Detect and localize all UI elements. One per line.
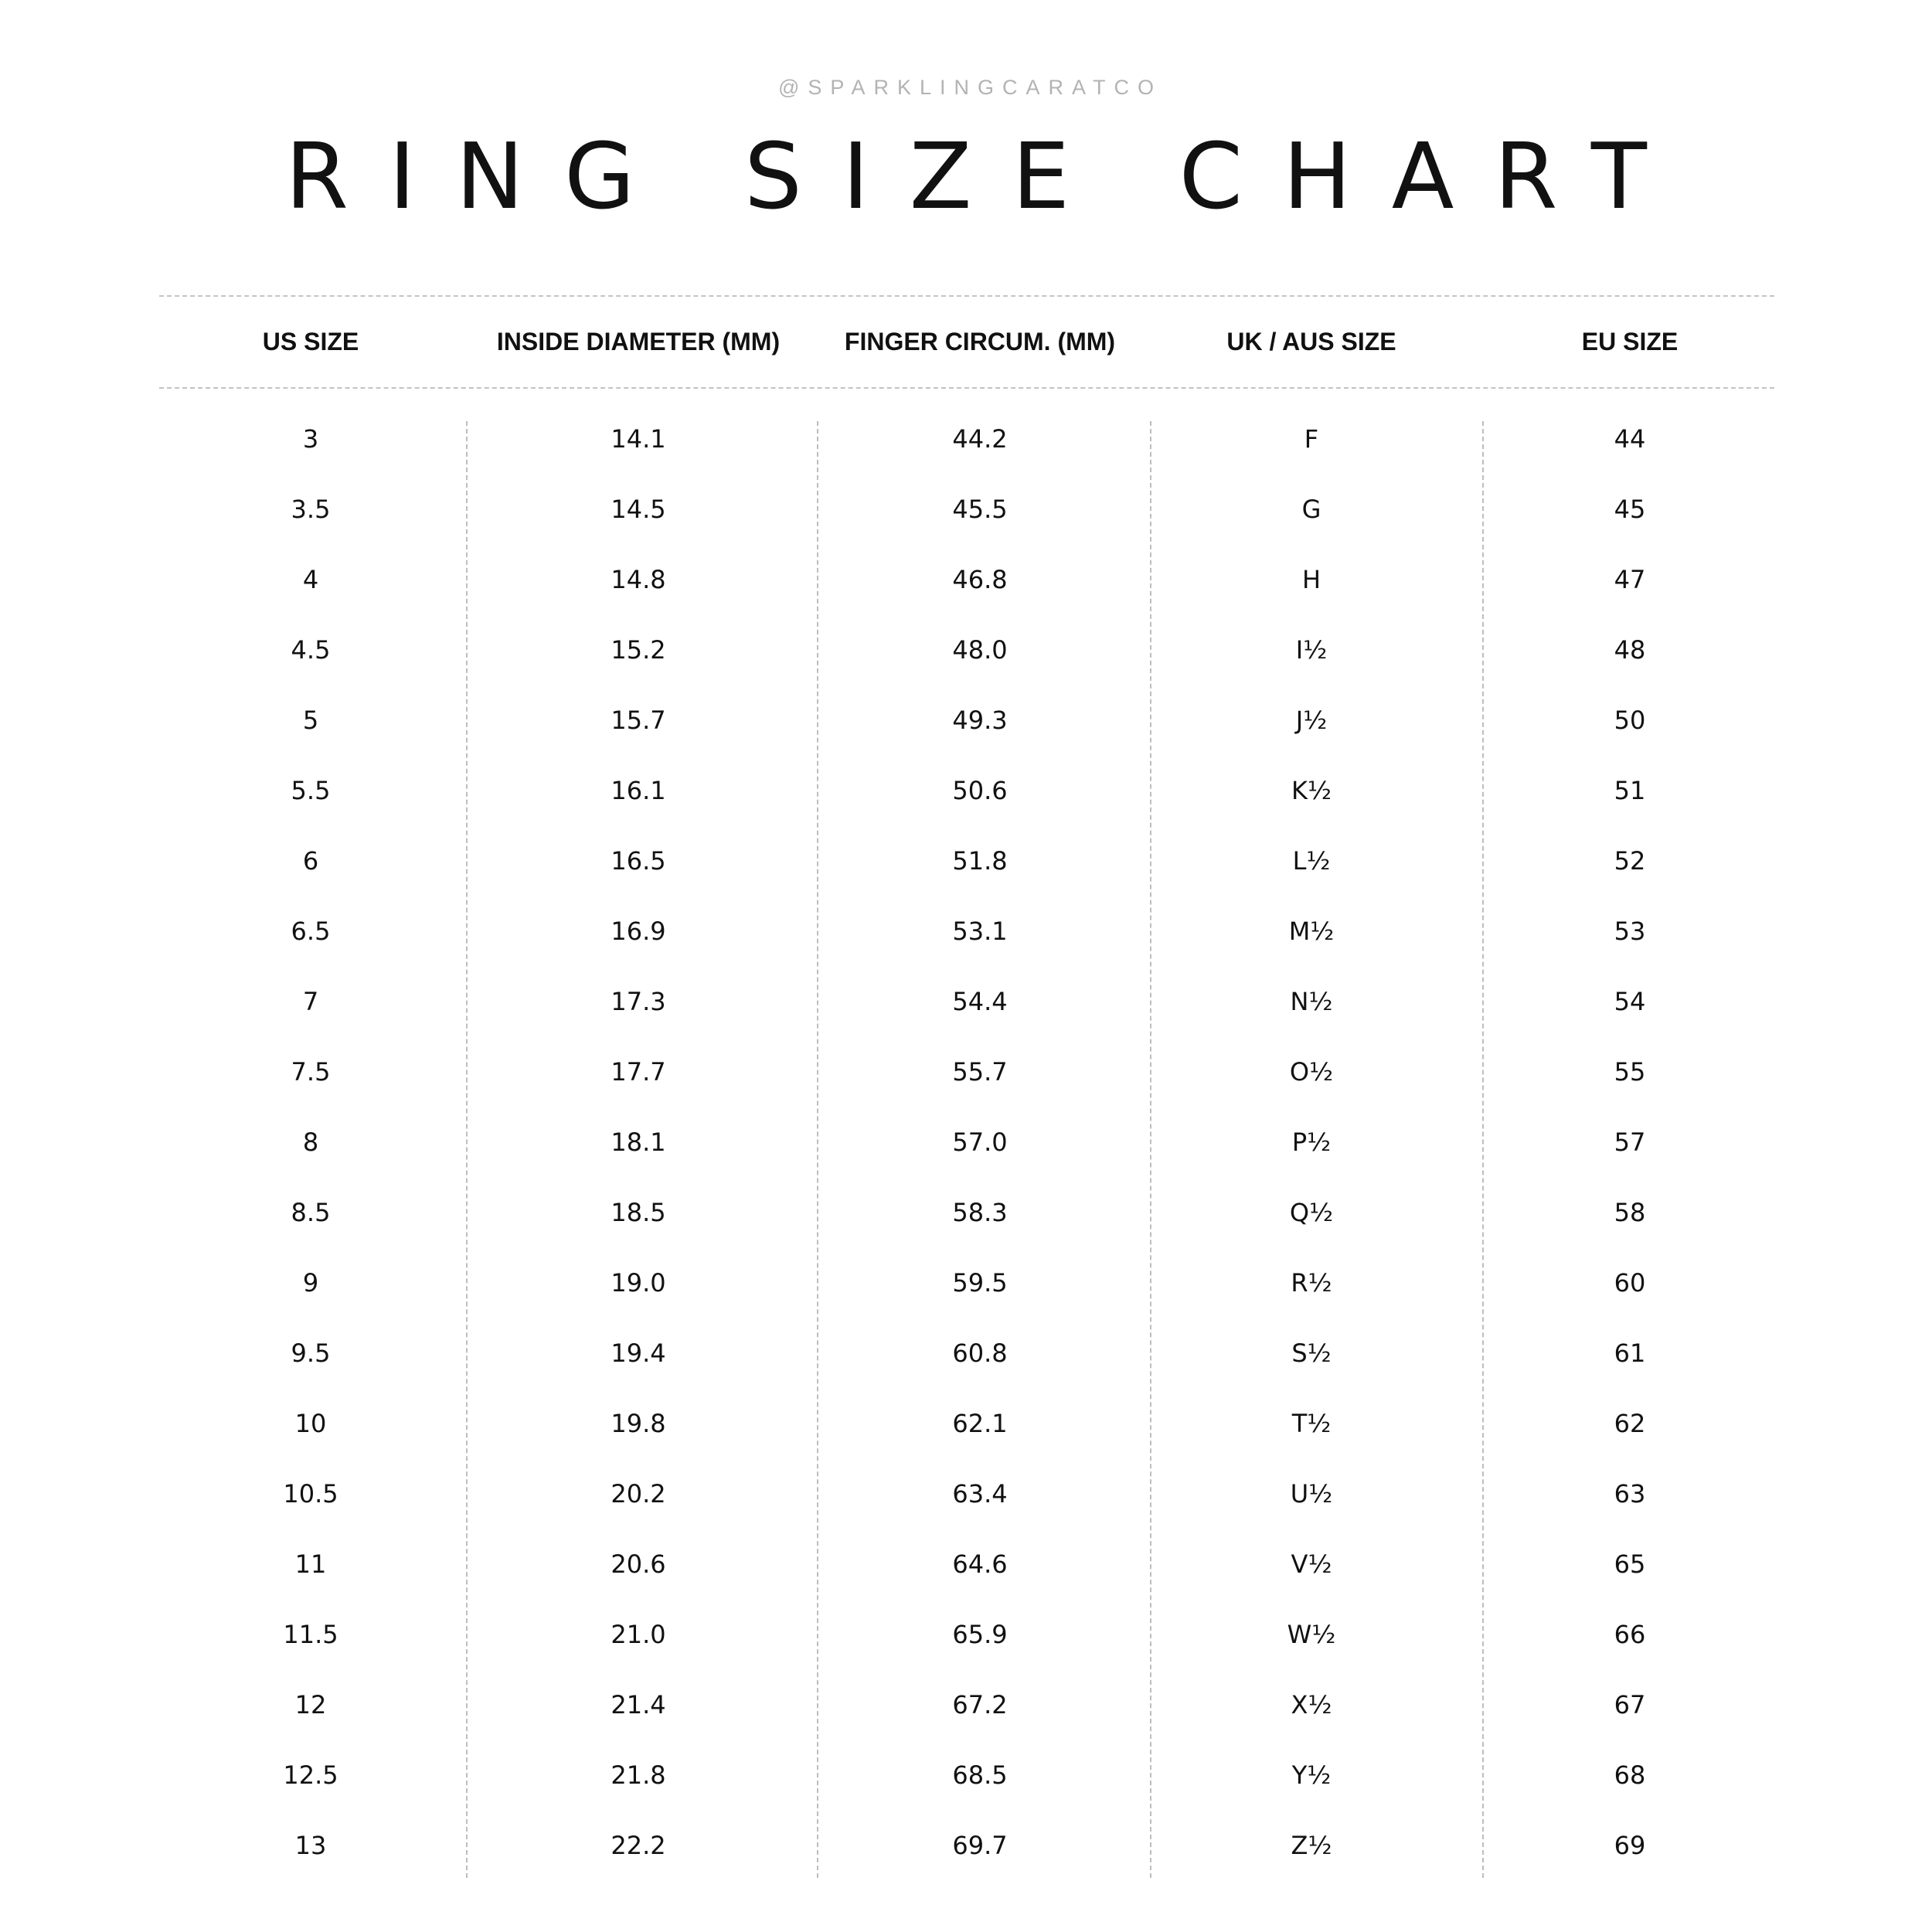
table-row (0, 826, 1932, 896)
cell-finger-circumference: 59.5 (952, 1268, 1008, 1298)
cell-uk-aus-size: G (1301, 495, 1321, 524)
cell-finger-circumference: 57.0 (952, 1128, 1008, 1157)
cell-finger-circumference: 58.3 (952, 1198, 1008, 1227)
table-row (0, 1178, 1932, 1248)
cell-inside-diameter: 17.3 (611, 987, 666, 1016)
cell-eu-size: 55 (1614, 1057, 1646, 1087)
table-row (0, 1740, 1932, 1811)
cell-eu-size: 57 (1614, 1128, 1646, 1157)
cell-finger-circumference: 54.4 (952, 987, 1008, 1016)
table-row (0, 896, 1932, 967)
cell-inside-diameter: 19.8 (611, 1409, 666, 1438)
cell-uk-aus-size: F (1304, 424, 1319, 454)
cell-eu-size: 58 (1614, 1198, 1646, 1227)
header-finger-circumference: FINGER CIRCUM. (MM) (844, 328, 1116, 355)
cell-us-size: 5 (302, 706, 319, 735)
cell-us-size: 8.5 (291, 1198, 331, 1227)
cell-finger-circumference: 68.5 (952, 1760, 1008, 1790)
table-row (0, 474, 1932, 545)
cell-inside-diameter: 21.4 (611, 1690, 666, 1719)
cell-us-size: 7.5 (291, 1057, 331, 1087)
cell-uk-aus-size: O½ (1289, 1057, 1334, 1087)
cell-us-size: 12.5 (283, 1760, 338, 1790)
table-body (0, 404, 1932, 1881)
cell-uk-aus-size: R½ (1291, 1268, 1332, 1298)
cell-finger-circumference: 45.5 (952, 495, 1008, 524)
cell-uk-aus-size: N½ (1290, 987, 1333, 1016)
cell-us-size: 6.5 (291, 917, 331, 946)
cell-eu-size: 69 (1614, 1831, 1646, 1860)
cell-inside-diameter: 17.7 (611, 1057, 666, 1087)
cell-uk-aus-size: S½ (1291, 1338, 1332, 1368)
cell-eu-size: 66 (1614, 1620, 1646, 1649)
cell-eu-size: 47 (1614, 565, 1646, 594)
cell-finger-circumference: 53.1 (952, 917, 1008, 946)
table-row (0, 1600, 1932, 1670)
page-title: RING SIZE CHART (285, 123, 1687, 230)
cell-finger-circumference: 60.8 (952, 1338, 1008, 1368)
cell-finger-circumference: 48.0 (952, 635, 1008, 665)
brand-handle: @SPARKLINGCARATCO (778, 76, 1162, 99)
cell-uk-aus-size: Q½ (1289, 1198, 1334, 1227)
cell-finger-circumference: 69.7 (952, 1831, 1008, 1860)
table-row (0, 967, 1932, 1037)
table-row (0, 685, 1932, 756)
cell-eu-size: 62 (1614, 1409, 1646, 1438)
cell-inside-diameter: 15.7 (611, 706, 666, 735)
table-row (0, 1529, 1932, 1600)
cell-us-size: 10 (294, 1409, 327, 1438)
cell-uk-aus-size: U½ (1290, 1479, 1333, 1509)
table-row (0, 545, 1932, 615)
cell-us-size: 3 (302, 424, 319, 454)
cell-eu-size: 54 (1614, 987, 1646, 1016)
cell-us-size: 11.5 (283, 1620, 338, 1649)
cell-uk-aus-size: W½ (1287, 1620, 1336, 1649)
cell-finger-circumference: 67.2 (952, 1690, 1008, 1719)
cell-us-size: 8 (302, 1128, 319, 1157)
cell-inside-diameter: 19.4 (611, 1338, 666, 1368)
cell-finger-circumference: 46.8 (952, 565, 1008, 594)
cell-inside-diameter: 18.5 (611, 1198, 666, 1227)
cell-uk-aus-size: L½ (1292, 846, 1331, 876)
table-row (0, 1107, 1932, 1178)
cell-eu-size: 67 (1614, 1690, 1646, 1719)
cell-uk-aus-size: M½ (1288, 917, 1335, 946)
cell-uk-aus-size: X½ (1291, 1690, 1332, 1719)
table-row (0, 615, 1932, 685)
cell-eu-size: 61 (1614, 1338, 1646, 1368)
header-uk-aus-size: UK / AUS SIZE (1226, 328, 1396, 355)
cell-inside-diameter: 15.2 (611, 635, 666, 665)
cell-us-size: 6 (302, 846, 319, 876)
cell-inside-diameter: 16.9 (611, 917, 666, 946)
cell-finger-circumference: 63.4 (952, 1479, 1008, 1509)
table-row (0, 756, 1932, 826)
cell-inside-diameter: 16.1 (611, 776, 666, 805)
cell-eu-size: 50 (1614, 706, 1646, 735)
cell-eu-size: 45 (1614, 495, 1646, 524)
cell-uk-aus-size: H (1301, 565, 1321, 594)
cell-us-size: 10.5 (283, 1479, 338, 1509)
cell-us-size: 3.5 (291, 495, 331, 524)
cell-eu-size: 51 (1614, 776, 1646, 805)
cell-uk-aus-size: Z½ (1291, 1831, 1332, 1860)
cell-us-size: 13 (294, 1831, 327, 1860)
cell-eu-size: 48 (1614, 635, 1646, 665)
cell-finger-circumference: 44.2 (952, 424, 1008, 454)
cell-us-size: 9.5 (291, 1338, 331, 1368)
cell-inside-diameter: 14.5 (611, 495, 666, 524)
cell-inside-diameter: 16.5 (611, 846, 666, 876)
cell-finger-circumference: 64.6 (952, 1549, 1008, 1579)
cell-inside-diameter: 19.0 (611, 1268, 666, 1298)
cell-eu-size: 53 (1614, 917, 1646, 946)
cell-inside-diameter: 14.8 (611, 565, 666, 594)
cell-inside-diameter: 21.0 (611, 1620, 666, 1649)
header-inside-diameter: INSIDE DIAMETER (MM) (496, 328, 781, 355)
header-us-size: US SIZE (262, 328, 359, 355)
cell-inside-diameter: 20.6 (611, 1549, 666, 1579)
cell-inside-diameter: 20.2 (611, 1479, 666, 1509)
cell-us-size: 5.5 (291, 776, 331, 805)
table-row (0, 1318, 1932, 1389)
cell-eu-size: 44 (1614, 424, 1646, 454)
cell-finger-circumference: 50.6 (952, 776, 1008, 805)
table-header-row (0, 297, 1932, 386)
cell-us-size: 4.5 (291, 635, 331, 665)
cell-eu-size: 52 (1614, 846, 1646, 876)
cell-eu-size: 60 (1614, 1268, 1646, 1298)
table-row (0, 1037, 1932, 1107)
cell-eu-size: 68 (1614, 1760, 1646, 1790)
cell-us-size: 7 (302, 987, 319, 1016)
cell-inside-diameter: 22.2 (611, 1831, 666, 1860)
table-row (0, 1459, 1932, 1529)
cell-uk-aus-size: V½ (1291, 1549, 1332, 1579)
cell-finger-circumference: 55.7 (952, 1057, 1008, 1087)
cell-uk-aus-size: Y½ (1291, 1760, 1332, 1790)
cell-finger-circumference: 62.1 (952, 1409, 1008, 1438)
cell-us-size: 11 (294, 1549, 327, 1579)
table-row (0, 1248, 1932, 1318)
cell-eu-size: 65 (1614, 1549, 1646, 1579)
table-row (0, 1811, 1932, 1881)
cell-finger-circumference: 65.9 (952, 1620, 1008, 1649)
cell-us-size: 4 (302, 565, 319, 594)
cell-inside-diameter: 14.1 (611, 424, 666, 454)
cell-us-size: 9 (302, 1268, 319, 1298)
cell-uk-aus-size: P½ (1291, 1128, 1332, 1157)
cell-uk-aus-size: J½ (1295, 706, 1328, 735)
table-row (0, 404, 1932, 474)
cell-inside-diameter: 21.8 (611, 1760, 666, 1790)
cell-uk-aus-size: T½ (1291, 1409, 1332, 1438)
table-row (0, 1389, 1932, 1459)
table-row (0, 1670, 1932, 1740)
cell-uk-aus-size: I½ (1295, 635, 1328, 665)
cell-eu-size: 63 (1614, 1479, 1646, 1509)
cell-us-size: 12 (294, 1690, 327, 1719)
cell-finger-circumference: 49.3 (952, 706, 1008, 735)
header-bottom-divider (159, 387, 1774, 389)
header-eu-size: EU SIZE (1581, 328, 1679, 355)
cell-uk-aus-size: K½ (1291, 776, 1332, 805)
cell-finger-circumference: 51.8 (952, 846, 1008, 876)
cell-inside-diameter: 18.1 (611, 1128, 666, 1157)
